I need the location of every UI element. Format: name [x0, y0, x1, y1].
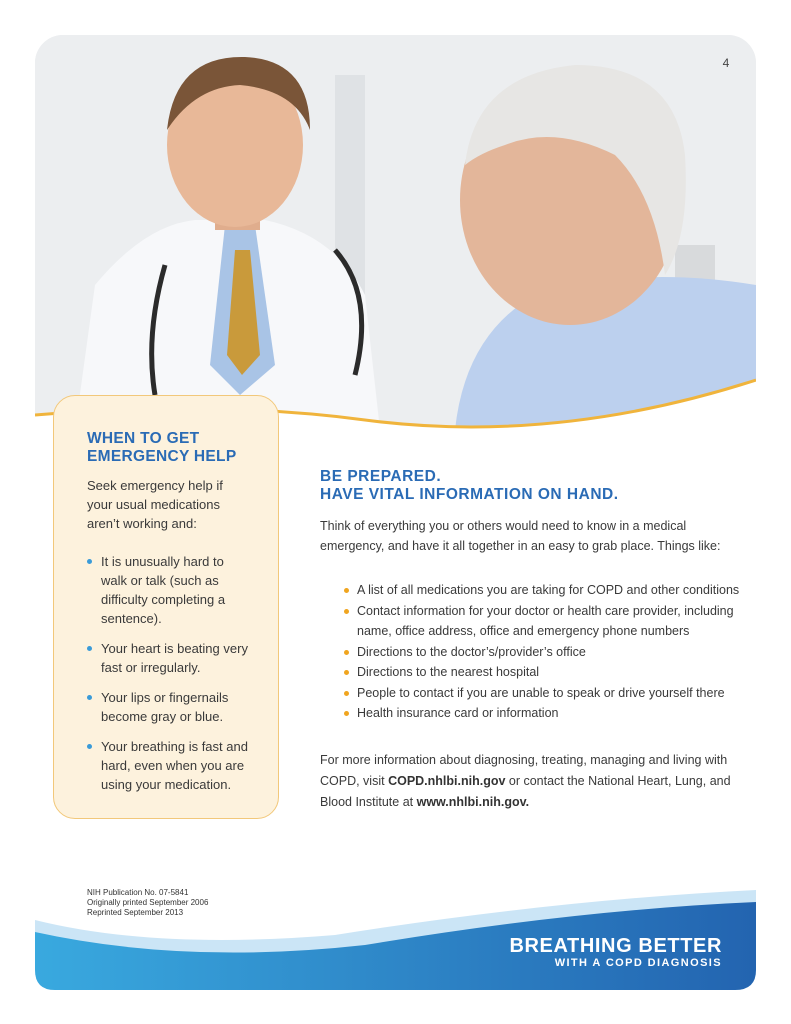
- publication-info: [87, 888, 208, 918]
- bullet-icon: [87, 744, 92, 749]
- list-item: [87, 737, 251, 794]
- list-item: [344, 642, 740, 663]
- page-number: 4: [722, 56, 730, 70]
- list-item: [344, 683, 740, 704]
- main-content: [320, 468, 740, 813]
- more-info-paragraph: [320, 750, 740, 813]
- list-item: [87, 688, 251, 726]
- bullet-icon: [87, 646, 92, 651]
- list-item: [344, 601, 740, 642]
- copd-site-link[interactable]: COPD.nhlbi.nih.gov: [388, 773, 506, 788]
- originally-printed: Originally printed September 2006: [87, 898, 209, 907]
- section-title-line1: BE PREPARED.: [320, 468, 442, 485]
- list-item: [87, 552, 251, 628]
- bullet-icon: [344, 609, 349, 614]
- bullet-icon: [87, 695, 92, 700]
- emergency-help-title-line2: EMERGENCY HELP: [87, 448, 237, 465]
- emergency-help-title: [87, 430, 257, 466]
- bullet-icon: [344, 650, 349, 655]
- list-item: [344, 662, 740, 683]
- list-item-text: A list of all medications you are taking for COPD and other conditions: [357, 583, 740, 597]
- publication-number: NIH Publication No. 07-5841: [87, 888, 189, 897]
- list-item-text: Contact information for your doctor or health care provider, including name, office address, office and emergency phone numbers: [357, 603, 734, 638]
- bullet-icon: [87, 559, 92, 564]
- emergency-signs-list: [87, 552, 262, 794]
- emergency-help-title-line1: WHEN TO GET: [87, 430, 200, 447]
- list-item-text: Directions to the nearest hospital: [357, 665, 540, 679]
- list-item-text: People to contact if you are unable to speak or drive yourself there: [357, 685, 725, 700]
- emergency-help-box: [53, 395, 279, 819]
- bullet-icon: [344, 670, 349, 675]
- brand-title: BREATHING BETTER: [509, 935, 722, 957]
- more-info-text: For more information about diagnosing, treating, managing and living with COPD, visit: [320, 752, 728, 788]
- section-intro: Think of everything you or others would need to know in a medical emergency, and have it all together in an easy to grab place. Things like:: [320, 519, 721, 553]
- list-item-text: Your lips or fingernails become gray or blue.: [101, 690, 229, 724]
- bullet-icon: [344, 588, 349, 593]
- list-item-text: Health insurance card or information: [357, 706, 559, 720]
- brand-logo: [430, 935, 722, 970]
- vital-info-list: [320, 580, 740, 724]
- list-item: [87, 639, 251, 677]
- section-title-line2: HAVE VITAL INFORMATION ON HAND.: [320, 486, 619, 503]
- bullet-icon: [344, 691, 349, 696]
- list-item: [344, 580, 740, 601]
- list-item-text: Your heart is beating very fast or irregularly.: [101, 641, 248, 675]
- emergency-help-intro: Seek emergency help if your usual medications aren’t working and:: [87, 478, 223, 531]
- more-info-text: or contact the National Heart, Lung, and Blood Institute at: [320, 773, 731, 809]
- nhlbi-site-link[interactable]: www.nhlbi.nih.gov.: [416, 794, 530, 809]
- list-item-text: Directions to the doctor’s/provider’s office: [357, 644, 586, 659]
- list-item-text: It is unusually hard to walk or talk (such as difficulty completing a sentence).: [101, 554, 226, 626]
- reprinted-date: Reprinted September 2013: [87, 908, 184, 917]
- list-item-text: Your breathing is fast and hard, even when you are using your medication.: [101, 739, 248, 792]
- bullet-icon: [344, 711, 349, 716]
- section-title: [320, 468, 740, 504]
- list-item: [344, 703, 740, 724]
- brand-subtitle: WITH A COPD DIAGNOSIS: [554, 957, 722, 969]
